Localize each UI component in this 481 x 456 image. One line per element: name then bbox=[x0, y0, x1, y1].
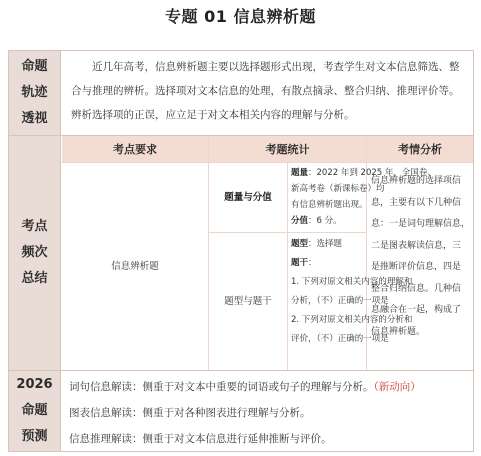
row-label-line: 命题 bbox=[21, 403, 48, 418]
prediction-text: 图表信息解读：侧重于对各种图表进行理解与分析。 bbox=[69, 407, 311, 419]
row-label-trajectory bbox=[9, 51, 61, 135]
stats-line: ：2022 年到 2025 年，全国卷、 bbox=[308, 168, 436, 178]
point-name: 信息辨析题 bbox=[111, 260, 159, 272]
stats-line: 新高考卷（新课标卷）均 bbox=[291, 184, 385, 194]
row-label-summary bbox=[9, 136, 61, 370]
row-label-line: 命题 bbox=[21, 59, 48, 74]
row-label-line: 考点 bbox=[21, 219, 48, 234]
prediction-item bbox=[69, 374, 465, 400]
row-label-line: 频次 bbox=[21, 245, 48, 260]
stats-line: ：6 分。 bbox=[308, 216, 342, 226]
row-label-prediction bbox=[9, 371, 61, 451]
analysis-line: 整合归纳信息。几种信 bbox=[371, 283, 462, 294]
analysis-line: 信息辨析题的选择项信 bbox=[371, 176, 462, 186]
row-label-line: 透视 bbox=[21, 111, 48, 126]
stats-key: 分值 bbox=[291, 216, 309, 226]
prediction-item bbox=[69, 426, 465, 452]
row-label-line: 预测 bbox=[21, 429, 48, 444]
stats-line: ： bbox=[308, 258, 317, 268]
summary-table bbox=[8, 50, 474, 452]
row-label-line: 总结 bbox=[21, 271, 48, 286]
analysis-line: 息融合在一起，构成了 bbox=[371, 305, 462, 315]
stats-key: 题量 bbox=[291, 168, 309, 178]
stats-line: 评价，（不）正确的一项是 bbox=[291, 334, 389, 344]
trajectory-text: 近几年高考，信息辨析题主要以选择题形式出现，考查学生对文本信息筛选、整合与推理的辨析。选择项对文本信息的处理，有散点摘录、整合归纳、推理评价等。辨析选择项的正误，应立足于对文本相关内容的理解与分析。 bbox=[71, 61, 460, 121]
row-label-line: 轨迹 bbox=[21, 85, 48, 100]
stats-label-type: 题型与题干 bbox=[224, 295, 272, 307]
header-analysis: 考情分析 bbox=[367, 136, 473, 162]
new-trend-tag: （新动向） bbox=[373, 381, 421, 393]
header-stats: 考题统计 bbox=[209, 136, 366, 162]
prediction-text: 词句信息解读：侧重于对文本中重要的词语或句子的理解与分析。 bbox=[69, 381, 374, 393]
stats-key: 题型 bbox=[291, 239, 309, 249]
prediction-item bbox=[69, 400, 465, 426]
stats-key: 题干 bbox=[291, 258, 309, 268]
stats-line: 分析，（不）正确的一项是 bbox=[291, 296, 389, 306]
analysis-line: 息：一是词句理解信息， bbox=[371, 219, 471, 229]
page-title: 专题 01 信息辨析题 bbox=[165, 7, 316, 26]
prediction-text: 信息推理解读：侧重于对文本信息进行延伸推断与评价。 bbox=[69, 433, 332, 445]
prediction-list bbox=[61, 371, 473, 451]
header-point: 考点要求 bbox=[62, 136, 208, 162]
stats-line: ：选择题 bbox=[308, 239, 343, 249]
stats-line: 2. 下列对原文相关内容的分析和 bbox=[291, 315, 413, 325]
analysis-line: 信息辨析题。 bbox=[371, 326, 426, 337]
stats-line: 有信息辨析题出现。 bbox=[291, 200, 368, 210]
stats-line: 1. 下列对原文相关内容的理解和 bbox=[291, 277, 413, 287]
analysis-line: 二是图表解读信息，三 bbox=[371, 240, 462, 251]
stats-label-volume: 题量与分值 bbox=[224, 191, 272, 203]
analysis-line: 息，主要有以下几种信 bbox=[371, 197, 462, 208]
analysis-text bbox=[371, 171, 471, 367]
analysis-line: 是推断评价信息，四是 bbox=[371, 262, 462, 272]
row-label-line: 2026 bbox=[16, 377, 53, 392]
